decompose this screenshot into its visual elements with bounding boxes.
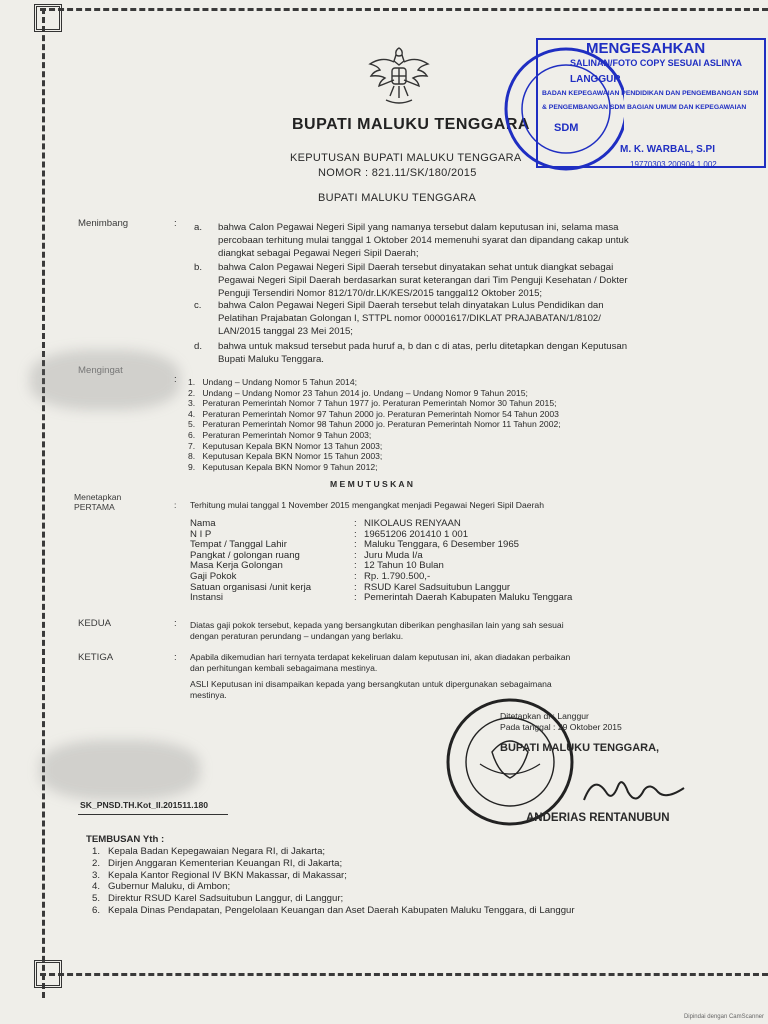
bottom-border: [40, 973, 768, 979]
menimbang-d-line: Bupati Maluku Tenggara.: [218, 354, 324, 365]
field-label: Masa Kerja Golongan: [190, 560, 283, 572]
tembusan-item: [92, 870, 575, 882]
item-text: Direktur RSUD Karel Sadsuitubun Langgur, di Langgur;: [108, 893, 344, 905]
menimbang-b-line: Penguji Tersendiri Nomor 812/170/dr.LK/KES/2015 tanggal12 Oktober 2015;: [218, 288, 543, 299]
decree-number: NOMOR : 821.11/SK/180/2015: [318, 167, 477, 179]
item-number: 5.: [92, 893, 101, 905]
tanggal-text: Pada tanggal : 29 Oktober 2015: [500, 722, 622, 732]
field-label: Satuan organisasi /unit kerja: [190, 581, 312, 593]
mengingat-item: [188, 398, 561, 409]
stamp-line-6: SDM: [554, 122, 579, 134]
item-number: 3.: [92, 869, 101, 881]
mengingat-item: [188, 388, 561, 399]
item-text: Peraturan Pemerintah Nomor 98 Tahun 2000 jo. Peraturan Pemerintah Nomor 11 Tahun 2002;: [202, 419, 561, 430]
kedua-line: dengan peraturan perundang – undangan yang berlaku.: [190, 631, 404, 641]
tembusan-item: [92, 858, 575, 870]
field-label: Pangkat / golongan ruang: [190, 549, 300, 561]
mengingat-item: [188, 377, 561, 388]
menimbang-a-line: bahwa Calon Pegawai Negeri Sipil yang namanya tersebut dalam keputusan ini, selama masa: [218, 222, 619, 233]
signer-name: ANDERIAS RENTANUBUN: [526, 812, 670, 824]
menimbang-c-line: bahwa Calon Pegawai Negeri Sipil Daerah tersebut telah dinyatakan Lulus Pendidikan dan: [218, 300, 604, 311]
employee-field-labels: [190, 519, 311, 604]
issuer-title: BUPATI MALUKU TENGGARA: [318, 192, 477, 204]
field-value: Maluku Tenggara, 6 Desember 1965: [364, 539, 520, 551]
field-value: 12 Tahun 10 Bulan: [364, 560, 444, 572]
mengingat-item: [188, 419, 561, 430]
item-text: Keputusan Kepala BKN Nomor 13 Tahun 2003;: [202, 440, 383, 451]
item-number: 2.: [188, 387, 196, 398]
handwritten-signature-icon: [580, 770, 690, 810]
header-title: BUPATI MALUKU TENGGARA: [292, 116, 530, 133]
mengingat-item: [188, 462, 561, 473]
mengingat-item: [188, 441, 561, 452]
employee-field-values: [364, 519, 572, 604]
corner-ornament-bottom: [34, 960, 62, 988]
item-letter: d.: [194, 341, 203, 352]
colon: :: [174, 652, 177, 663]
colon: :: [174, 374, 177, 385]
stamp-signer: M. K. WARBAL, S.PI: [620, 144, 715, 155]
menimbang-b-line: bahwa Calon Pegawai Negeri Sipil Daerah tersebut dinyatakan sehat untuk diangkat sebagai: [218, 262, 614, 273]
pertama-text: Terhitung mulai tanggal 1 November 2015 mengangkat menjadi Pegawai Negeri Sipil Daerah: [190, 500, 544, 510]
stamp-line-3: LANGGUR: [570, 74, 621, 85]
field-value: RSUD Karel Sadsuitubun Langgur: [364, 581, 511, 593]
item-number: 8.: [188, 451, 196, 462]
corner-ornament-top: [34, 4, 62, 32]
item-number: 1.: [92, 846, 101, 857]
asli-line: ASLI Keputusan ini disampaikan kepada yang bersangkutan untuk dipergunakan sebagaimana: [190, 679, 552, 689]
item-number: 7.: [188, 440, 196, 451]
item-text: Undang – Undang Nomor 5 Tahun 2014;: [202, 377, 357, 387]
field-label: Gaji Pokok: [190, 570, 237, 582]
colon: :: [174, 618, 177, 629]
field-label: Nama: [190, 518, 216, 529]
field-value: Rp. 1.790.500,-: [364, 570, 431, 582]
item-text: Keputusan Kepala BKN Nomor 9 Tahun 2012;: [202, 461, 378, 472]
ditetapkan-text: Ditetapkan di : Langgur: [500, 711, 589, 721]
field-label: Tempat / Tanggal Lahir: [190, 539, 287, 551]
item-number: 5.: [188, 419, 196, 430]
field-value: Pemerintah Daerah Kabupaten Maluku Tenggara: [364, 592, 573, 604]
asli-line: mestinya.: [190, 690, 227, 700]
menimbang-d-line: bahwa untuk maksud tersebut pada huruf a, b dan c di atas, perlu ditetapkan dengan Keputusan: [218, 341, 628, 352]
menimbang-a-line: diangkat sebagai Pegawai Negeri Sipil Daerah;: [218, 248, 419, 259]
ketiga-line: dan perhitungan kembali sebagaimana mestinya.: [190, 663, 378, 673]
mengingat-item: [188, 451, 561, 462]
kedua-line: Diatas gaji pokok tersebut, kepada yang bersangkutan diberikan penghasilan lain yang sah sesuai: [190, 620, 564, 630]
colon: :: [174, 500, 177, 510]
item-text: Peraturan Pemerintah Nomor 97 Tahun 2000 jo. Peraturan Pemerintah Nomor 54 Tahun 2003: [202, 408, 559, 419]
item-letter: c.: [194, 300, 202, 311]
garuda-emblem-icon: [364, 40, 434, 110]
scan-smudge: [30, 350, 180, 410]
legalization-stamp: [494, 30, 764, 190]
mengingat-item: [188, 430, 561, 441]
item-number: 4.: [92, 881, 101, 893]
item-text: Kepala Dinas Pendapatan, Pengelolaan Keuangan dan Aset Daerah Kabupaten Maluku Tenggara, di Langgur: [108, 904, 575, 916]
reference-underline: [78, 814, 228, 815]
reference-code: SK_PNSD.TH.Kot_II.201511.180: [80, 800, 209, 810]
pertama-label: PERTAMA: [74, 502, 115, 512]
kedua-label: KEDUA: [78, 618, 112, 629]
tembusan-label: TEMBUSAN Yth :: [86, 834, 165, 845]
field-value: NIKOLAUS RENYAAN: [364, 518, 461, 529]
mengingat-list: [188, 377, 561, 472]
field-label: Instansi: [190, 592, 224, 604]
tembusan-item: [92, 881, 575, 893]
menimbang-a-line: percobaan terhitung mulai tanggal 1 Oktober 2014 memenuhi syarat dan dipandang cakap untuk: [218, 235, 629, 246]
stamp-line-5: & PENGEMBANGAN SDM BAGIAN UMUM DAN KEPEGAWAIAN: [542, 104, 747, 111]
menimbang-c-line: LAN/2015 tanggal 23 Mei 2015;: [218, 326, 353, 337]
field-value: 19651206 201410 1 001: [364, 528, 469, 540]
item-text: Gubernur Maluku, di Ambon;: [108, 881, 231, 893]
scanner-watermark: Dipindai dengan CamScanner: [683, 1014, 764, 1020]
item-number: 1.: [188, 377, 196, 387]
item-letter: a.: [194, 222, 203, 233]
item-text: Undang – Undang Nomor 23 Tahun 2014 jo. Undang – Undang Nomor 9 Tahun 2015;: [202, 387, 528, 398]
item-text: Kepala Kantor Regional IV BKN Makassar, di Makassar;: [108, 869, 347, 881]
employee-field-colons: : : : : : : : :: [354, 518, 357, 604]
mengingat-item: [188, 409, 561, 420]
mengingat-label: Mengingat: [78, 365, 123, 376]
tembusan-item: [92, 846, 575, 858]
item-number: 2.: [92, 857, 101, 869]
colon: :: [174, 218, 177, 229]
item-number: 6.: [188, 429, 196, 440]
stamp-line-2: SALINAN/FOTO COPY SESUAI ASLINYA: [570, 58, 743, 68]
tembusan-item: [92, 905, 575, 917]
tembusan-item: [92, 893, 575, 905]
decree-title: KEPUTUSAN BUPATI MALUKU TENGGARA: [290, 152, 522, 164]
field-value: Juru Muda I/a: [364, 549, 423, 561]
signer-title: BUPATI MALUKU TENGGARA,: [500, 742, 660, 754]
item-letter: b.: [194, 262, 203, 273]
menimbang-label: Menimbang: [78, 218, 129, 229]
top-border: [40, 8, 768, 14]
scan-smudge: [40, 740, 200, 800]
item-number: 6.: [92, 904, 101, 916]
menimbang-b-line: Pegawai Negeri Sipil Daerah berdasarkan surat keterangan dari Tim Penguji Kesehatan / Dokter: [218, 275, 628, 286]
ketiga-line: Apabila dikemudian hari ternyata terdapat kekeliruan dalam keputusan ini, akan diadakan perbaikan: [190, 652, 571, 662]
field-label: N I P: [190, 528, 212, 540]
ketiga-label: KETIGA: [78, 652, 114, 663]
menetapkan-label: Menetapkan: [74, 492, 122, 502]
stamp-nip: 19770303 200904 1 002: [630, 160, 717, 169]
item-number: 4.: [188, 408, 196, 419]
left-border: [42, 8, 48, 998]
item-number: 9.: [188, 461, 196, 472]
stamp-line-4: BADAN KEPEGAWAIAN PENDIDIKAN DAN PENGEMBANGAN SDM: [542, 90, 759, 97]
item-text: Keputusan Kepala BKN Nomor 15 Tahun 2003;: [202, 451, 383, 462]
tembusan-list: [92, 846, 575, 917]
item-text: Kepala Badan Kepegawaian Negara RI, di Jakarta;: [108, 846, 326, 857]
stamp-line-1: MENGESAHKAN: [586, 40, 706, 57]
item-text: Dirjen Anggaran Kementerian Keuangan RI, di Jakarta;: [108, 857, 343, 869]
memutuskan-heading: M E M U T U S K A N: [330, 479, 413, 489]
menimbang-c-line: Pelatihan Prajabatan Golongan I, STTPL nomor 00001617/DIKLAT PRAJABATAN/1/8102/: [218, 313, 601, 324]
item-text: Peraturan Pemerintah Nomor 9 Tahun 2003;: [202, 429, 372, 440]
item-text: Peraturan Pemerintah Nomor 7 Tahun 1977 jo. Peraturan Pemerintah Nomor 30 Tahun 2015;: [202, 398, 557, 409]
item-number: 3.: [188, 398, 196, 409]
